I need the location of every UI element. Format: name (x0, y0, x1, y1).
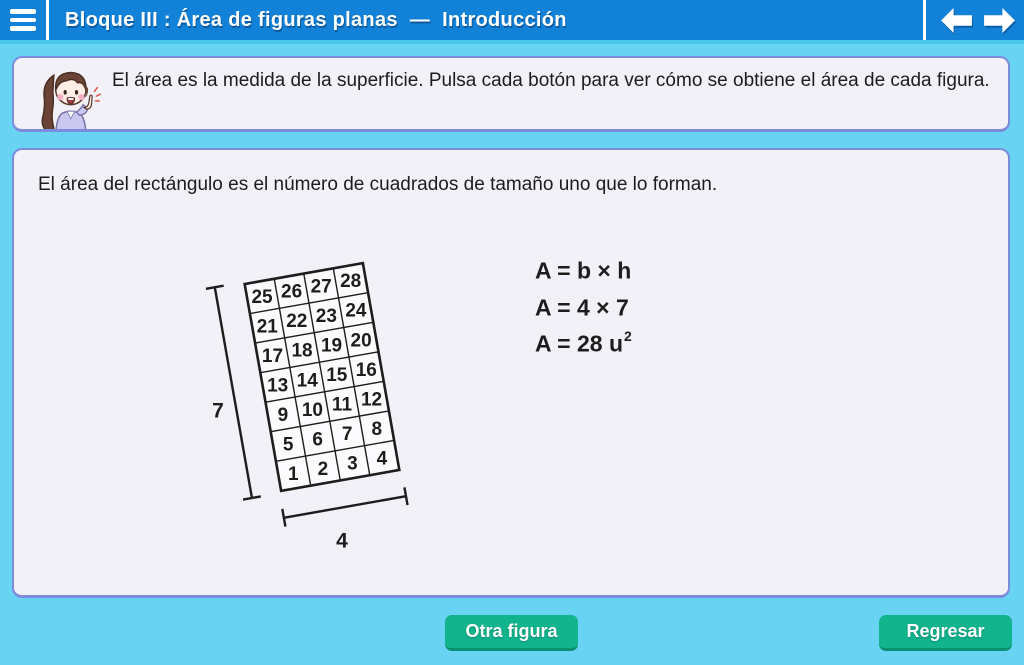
svg-text:7: 7 (212, 399, 224, 423)
svg-text:10: 10 (301, 399, 324, 421)
menu-button[interactable] (0, 0, 46, 40)
svg-text:6: 6 (312, 429, 323, 451)
svg-text:24: 24 (345, 300, 367, 322)
svg-text:12: 12 (360, 389, 383, 411)
svg-text:8: 8 (371, 418, 383, 440)
svg-text:11: 11 (331, 394, 353, 416)
prev-button[interactable] (940, 7, 973, 34)
teacher-avatar (32, 62, 104, 132)
page-title (65, 9, 567, 32)
formula-sup: 2 (624, 328, 632, 345)
header-right-divider (923, 0, 926, 40)
svg-text:25: 25 (251, 286, 273, 308)
svg-text:21: 21 (256, 316, 278, 338)
svg-text:22: 22 (286, 311, 308, 333)
svg-text:3: 3 (347, 453, 358, 475)
area-formulas (535, 250, 632, 360)
formula-text: A = 4 × 7 (535, 294, 629, 321)
formula-text: A = b × h (535, 257, 632, 284)
svg-text:20: 20 (350, 330, 372, 352)
formula-text: A = 28 u (535, 330, 623, 357)
svg-text:18: 18 (291, 340, 313, 362)
svg-text:17: 17 (261, 345, 284, 367)
description-text: El área del rectángulo es el número de cuadrados de tamaño uno que lo forman. (38, 174, 718, 195)
svg-text:13: 13 (267, 375, 289, 397)
unit-grid-figure (202, 252, 442, 562)
svg-text:28: 28 (340, 271, 362, 293)
content-panel (12, 148, 1010, 598)
svg-text:27: 27 (310, 276, 332, 298)
title-section-text: Introducción (442, 8, 567, 31)
svg-text:14: 14 (296, 370, 318, 392)
arrow-right-icon (983, 7, 1016, 34)
header-nav-group (923, 0, 1024, 40)
arrow-left-icon (940, 7, 973, 34)
svg-text:2: 2 (317, 458, 329, 480)
header-accent-line (0, 40, 1024, 44)
formula-line-2 (535, 287, 632, 324)
formula-line-3 (535, 323, 632, 360)
back-button[interactable]: Regresar (879, 615, 1012, 651)
girl-pointing-icon (32, 62, 104, 132)
intro-panel (12, 56, 1010, 132)
svg-text:5: 5 (282, 434, 294, 456)
svg-text:15: 15 (326, 365, 348, 387)
formula-line-1 (535, 250, 632, 287)
svg-text:9: 9 (277, 405, 289, 427)
header-left-divider (46, 0, 49, 40)
hamburger-icon (10, 9, 36, 31)
svg-text:26: 26 (281, 281, 303, 303)
other-figure-button[interactable]: Otra figura (445, 615, 578, 651)
svg-text:7: 7 (341, 424, 353, 446)
svg-text:4: 4 (376, 448, 388, 470)
next-button[interactable] (983, 7, 1016, 34)
svg-text:23: 23 (315, 305, 337, 327)
title-block-text: Bloque III : Área de figuras planas (65, 8, 398, 31)
top-bar (0, 0, 1024, 40)
svg-text:16: 16 (355, 359, 377, 381)
svg-text:4: 4 (336, 529, 348, 553)
svg-text:19: 19 (320, 335, 343, 357)
intro-text: El área es la medida de la superficie. Pulsa cada botón para ver cómo se obtiene el área de cada figura. (112, 70, 990, 91)
svg-text:1: 1 (288, 464, 299, 486)
title-dash: — (409, 8, 431, 31)
